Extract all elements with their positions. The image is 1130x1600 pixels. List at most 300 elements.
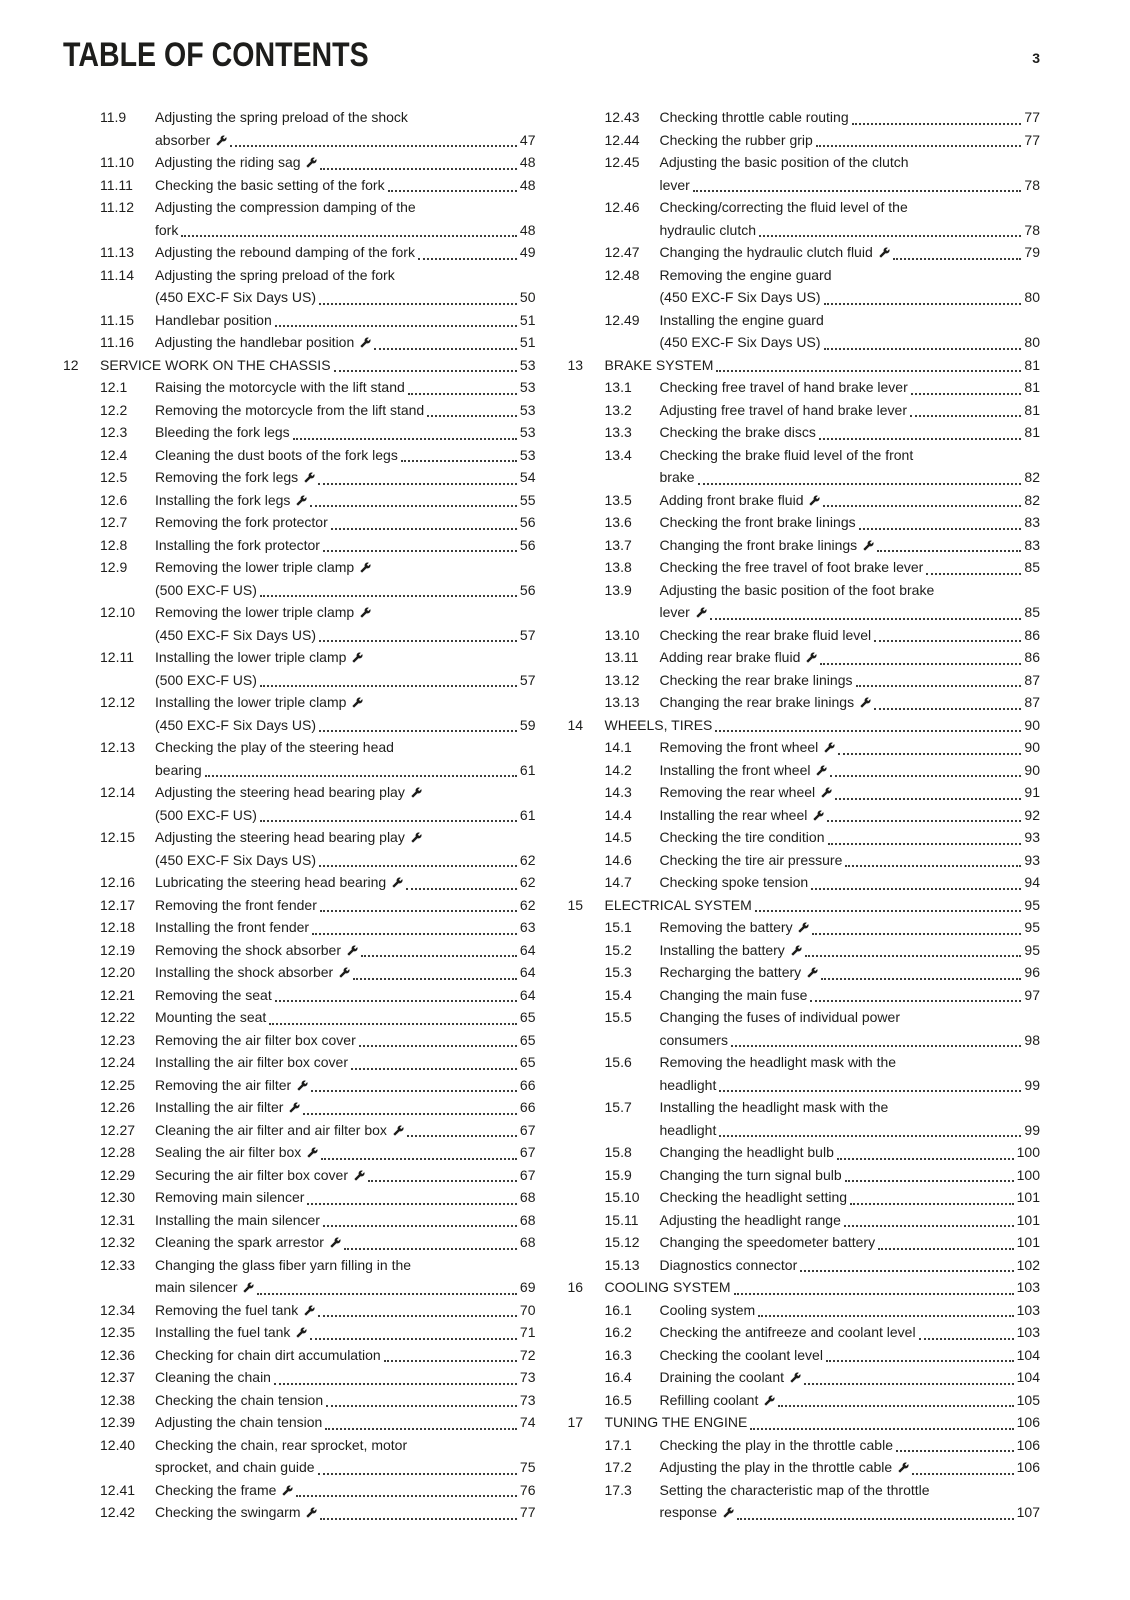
entry-number: 13.3: [604, 424, 632, 440]
wrench-icon: [296, 495, 307, 506]
entry-number: 15.1: [604, 919, 632, 935]
entry-page-number: 62: [519, 874, 536, 890]
dot-leader: [312, 933, 517, 935]
entry-page-number: 104: [1016, 1369, 1040, 1385]
dot-leader: [401, 460, 517, 462]
toc-chapter-row: [568, 714, 1041, 737]
entry-title: Recharging the battery: [660, 961, 819, 984]
dot-leader: [274, 1383, 517, 1385]
toc-entry-row: [63, 1231, 536, 1254]
entry-title: Checking the brake fluid level of the front: [659, 446, 914, 463]
toc-entry-row: [63, 1501, 536, 1524]
entry-content: [660, 444, 1041, 489]
entry-title: Lubricating the steering head bearing: [155, 871, 403, 894]
dot-leader: [820, 663, 1021, 665]
toc-chapter-row: [568, 894, 1041, 917]
entry-content: [660, 759, 1041, 782]
entry-page-number: 53: [519, 401, 536, 418]
dot-leader: [359, 1045, 517, 1047]
entry-title: Checking the swingarm: [155, 1501, 317, 1524]
entry-page-number: 81: [1024, 424, 1040, 440]
toc-entry-row: [568, 241, 1041, 264]
dot-leader: [408, 393, 517, 395]
dot-leader: [323, 1225, 517, 1227]
wrench-icon: [297, 1080, 308, 1091]
wrench-icon: [360, 337, 371, 348]
toc-entry-row: [63, 421, 536, 444]
entry-title: absorber: [155, 129, 227, 152]
toc-entry-row: [568, 669, 1041, 692]
entry-content: [660, 1051, 1041, 1096]
entry-number: 13.6: [604, 514, 632, 530]
entry-title: Setting the characteristic map of the throttle: [659, 1481, 930, 1498]
entry-content: [155, 1254, 536, 1299]
toc-entry-row: [568, 1299, 1041, 1322]
wrench-icon: [816, 765, 827, 776]
dot-leader: [320, 910, 517, 912]
wrench-icon: [411, 787, 422, 798]
entry-page-number: 101: [1016, 1211, 1040, 1228]
entry-content: [155, 984, 536, 1007]
entry-title: Installing the fork legs: [155, 489, 307, 512]
entry-content: [155, 939, 536, 962]
entry-page-number: 77: [1024, 131, 1040, 148]
entry-page-number: 99: [1024, 1121, 1040, 1138]
entry-number: 12.31: [100, 1211, 136, 1228]
dot-leader: [368, 1180, 517, 1182]
entry-title: Changing the speedometer battery: [659, 1234, 876, 1250]
dot-leader: [828, 843, 1022, 845]
entry-page-number: 47: [519, 131, 536, 148]
entry-number: 12.45: [604, 154, 640, 170]
entry-title: Changing the headlight bulb: [659, 1144, 834, 1160]
entry-number: 13.10: [604, 626, 640, 643]
entry-number: 12.34: [100, 1301, 136, 1318]
toc-entry-row: [63, 646, 536, 691]
entry-number: 12.2: [100, 401, 128, 418]
entry-title: Adjusting the basic position of the clutch: [659, 154, 909, 170]
entry-title: (500 EXC-F US): [155, 806, 257, 823]
entry-page-number: 56: [519, 581, 536, 598]
entry-content: [155, 1366, 536, 1389]
dot-leader: [830, 775, 1021, 777]
entry-content: [155, 309, 536, 332]
entry-title: Securing the air filter box cover: [155, 1164, 365, 1187]
entry-page-number: 79: [1024, 244, 1040, 260]
entry-page-number: 92: [1024, 806, 1040, 823]
entry-title: Removing the seat: [155, 986, 272, 1003]
entry-page-number: 93: [1024, 829, 1040, 845]
entry-title: Checking the front brake linings: [659, 514, 856, 530]
entry-content: [660, 646, 1041, 669]
wrench-icon: [352, 697, 363, 708]
entry-page-number: 85: [1024, 559, 1040, 575]
dot-leader: [693, 190, 1022, 192]
entry-title: Installing the air filter box cover: [155, 1054, 348, 1070]
entry-content: [155, 264, 536, 309]
entry-title: Removing the engine guard: [659, 266, 832, 283]
entry-content: [660, 1209, 1041, 1232]
entry-content: [660, 669, 1041, 692]
entry-page-number: 61: [519, 761, 536, 778]
entry-title: Installing the battery: [660, 939, 802, 962]
entry-number: 15.4: [604, 986, 632, 1003]
entry-title: Checking the free travel of foot brake lever: [659, 559, 924, 575]
entry-number: 15.7: [604, 1099, 632, 1115]
wrench-icon: [282, 1485, 293, 1496]
entry-page-number: 81: [1024, 401, 1040, 418]
entry-number: 12.32: [100, 1234, 136, 1250]
toc-entry-row: [568, 421, 1041, 444]
entry-content: [155, 1321, 536, 1344]
entry-number: 12.29: [100, 1166, 136, 1183]
entry-title: Checking the frame: [155, 1479, 293, 1502]
dot-leader: [816, 145, 1022, 147]
toc-entry-row: [568, 1366, 1041, 1389]
entry-number: 13: [567, 356, 584, 373]
entry-title: headlight: [659, 1076, 717, 1093]
toc-entry-row: [568, 309, 1041, 354]
wrench-icon: [393, 1125, 404, 1136]
dot-leader: [896, 1450, 1014, 1452]
toc-chapter-row: [568, 1411, 1041, 1434]
entry-page-number: 83: [1024, 514, 1040, 530]
dot-leader: [418, 258, 517, 260]
dot-leader: [698, 483, 1022, 485]
entry-page-number: 77: [519, 1504, 536, 1520]
entry-content: [660, 196, 1041, 241]
entry-page-number: 59: [519, 716, 536, 733]
entry-content: [155, 1186, 536, 1209]
dot-leader: [310, 505, 517, 507]
toc-entry-row: [63, 1299, 536, 1322]
entry-content: [155, 556, 536, 601]
toc-chapter-row: [568, 354, 1041, 377]
entry-number: 15.8: [604, 1144, 632, 1160]
entry-title: Removing the air filter box cover: [155, 1031, 356, 1048]
toc-column-right: [568, 106, 1041, 1524]
entry-number: 12.37: [100, 1369, 136, 1385]
entry-title: Adjusting the headlight range: [659, 1211, 841, 1228]
entry-title: Cleaning the spark arrestor: [155, 1231, 341, 1254]
dot-leader: [912, 1473, 1014, 1475]
entry-title: Installing the lower triple clamp: [155, 649, 363, 665]
toc-entry-row: [63, 444, 536, 467]
entry-number: 12.21: [100, 986, 136, 1003]
toc-entry-row: [568, 1254, 1041, 1277]
entry-content: [155, 376, 536, 399]
entry-number: 13.8: [604, 559, 632, 575]
entry-title: lever: [659, 176, 690, 193]
entry-number: 15.10: [604, 1189, 640, 1205]
wrench-icon: [216, 135, 227, 146]
entry-page-number: 106: [1016, 1436, 1040, 1453]
entry-page-number: 54: [519, 469, 536, 485]
entry-number: 12.3: [100, 424, 128, 440]
wrench-icon: [243, 1282, 254, 1293]
dot-leader: [361, 955, 517, 957]
wrench-icon: [347, 945, 358, 956]
toc-entry-row: [63, 1479, 536, 1502]
toc-entry-row: [568, 444, 1041, 489]
entry-page-number: 103: [1016, 1279, 1040, 1295]
entry-page-number: 53: [519, 379, 536, 395]
entry-title: Cleaning the dust boots of the fork legs: [155, 446, 398, 463]
entry-content: [660, 1186, 1041, 1209]
wrench-icon: [863, 540, 874, 551]
entry-content: [660, 1231, 1041, 1254]
entry-title: Checking the rear brake fluid level: [659, 626, 872, 643]
entry-page-number: 98: [1024, 1031, 1040, 1048]
toc-entry-row: [63, 1366, 536, 1389]
entry-content: [155, 1029, 536, 1052]
wrench-icon: [392, 877, 403, 888]
toc-entry-row: [63, 1164, 536, 1187]
entry-number: 13.13: [604, 694, 640, 710]
entry-number: 12.18: [100, 919, 136, 935]
entry-title: Removing the front fender: [155, 896, 317, 913]
dot-leader: [344, 1248, 517, 1250]
entry-number: 14.4: [604, 806, 632, 823]
toc-entry-row: [568, 376, 1041, 399]
folio-page-number: 3: [1032, 50, 1040, 66]
entry-page-number: 101: [1016, 1189, 1040, 1205]
toc-entry-row: [63, 489, 536, 512]
entry-title: Adjusting the play in the throttle cable: [660, 1456, 910, 1479]
dot-leader: [406, 888, 517, 890]
entry-number: 15.12: [604, 1234, 640, 1250]
entry-number: 12.13: [100, 739, 136, 755]
wrench-icon: [304, 1305, 315, 1316]
dot-leader: [205, 775, 517, 777]
entry-number: 12.10: [100, 604, 136, 620]
toc-entry-row: [568, 736, 1041, 759]
toc-entry-row: [63, 781, 536, 826]
entry-number: 12.20: [100, 964, 136, 980]
entry-title: Installing the fork protector: [155, 536, 320, 553]
entry-title: TUNING THE ENGINE: [604, 1414, 748, 1430]
entry-page-number: 48: [519, 176, 536, 193]
entry-number: 12.46: [604, 199, 640, 215]
entry-content: [155, 421, 536, 444]
entry-content: [660, 579, 1041, 624]
entry-title: Removing the fork legs: [155, 466, 315, 489]
entry-content: [660, 1479, 1041, 1524]
entry-number: 16.5: [604, 1391, 632, 1408]
dot-leader: [821, 978, 1021, 980]
dot-leader: [296, 1495, 517, 1497]
entry-number: 12.40: [100, 1436, 136, 1453]
entry-page-number: 91: [1024, 784, 1040, 800]
entry-title: Adjusting the spring preload of the shock: [155, 109, 408, 125]
entry-number: 12.47: [604, 244, 640, 260]
entry-page-number: 65: [519, 1031, 536, 1048]
entry-page-number: 78: [1024, 176, 1040, 193]
entry-title: ELECTRICAL SYSTEM: [604, 896, 752, 913]
dot-leader: [874, 640, 1021, 642]
entry-content: [660, 106, 1041, 129]
entry-title: Checking the chain, rear sprocket, motor: [155, 1436, 408, 1453]
entry-number: 11.12: [100, 199, 134, 215]
page-title: TABLE OF CONTENTS: [63, 36, 369, 74]
entry-number: 12.24: [100, 1054, 136, 1070]
dot-leader: [878, 1248, 1014, 1250]
toc-entry-row: [568, 1434, 1041, 1457]
entry-title: Changing the hydraulic clutch fluid: [660, 241, 890, 264]
wrench-icon: [306, 1507, 317, 1518]
entry-content: [155, 1411, 536, 1434]
entry-title: Removing the headlight mask with the: [659, 1054, 897, 1070]
dot-leader: [303, 1113, 517, 1115]
entry-title: Checking the rear brake linings: [659, 671, 853, 688]
entry-number: 12.1: [100, 379, 128, 395]
entry-title: Changing the turn signal bulb: [659, 1166, 842, 1183]
entry-number: 15.2: [604, 941, 632, 958]
dot-leader: [919, 1338, 1014, 1340]
entry-title: Removing the fork protector: [155, 514, 328, 530]
entry-title: Checking the antifreeze and coolant level: [659, 1324, 916, 1340]
entry-page-number: 53: [519, 356, 536, 373]
entry-number: 12.48: [604, 266, 640, 283]
wrench-icon: [411, 832, 422, 843]
dot-leader: [800, 1270, 1013, 1272]
wrench-icon: [809, 495, 820, 506]
dot-leader: [275, 325, 517, 327]
toc-entry-row: [568, 1141, 1041, 1164]
entry-number: 12.17: [100, 896, 136, 913]
entry-title: Adjusting free travel of hand brake lever: [659, 401, 907, 418]
entry-title: Checking the rubber grip: [659, 131, 813, 148]
entry-number: 12.36: [100, 1346, 136, 1363]
entry-content: [660, 241, 1041, 264]
entry-content: [155, 241, 536, 264]
dot-leader: [319, 640, 517, 642]
entry-number: 16.4: [604, 1369, 632, 1385]
toc-entry-row: [568, 1389, 1041, 1412]
entry-page-number: 85: [1024, 604, 1040, 620]
dot-leader: [731, 1045, 1021, 1047]
entry-page-number: 66: [519, 1099, 536, 1115]
entry-content: [155, 894, 536, 917]
toc-entry-row: [568, 196, 1041, 241]
entry-title: Cleaning the chain: [155, 1369, 271, 1385]
entry-number: 11.10: [100, 154, 134, 170]
entry-page-number: 62: [519, 851, 536, 868]
entry-title: Checking the coolant level: [659, 1346, 823, 1363]
toc-entry-row: [568, 871, 1041, 894]
dot-leader: [859, 528, 1022, 530]
entry-title: (450 EXC-F Six Days US): [155, 626, 317, 643]
entry-number: 12.33: [100, 1256, 136, 1273]
wrench-icon: [807, 967, 818, 978]
dot-leader: [319, 865, 517, 867]
toc-entry-row: [63, 871, 536, 894]
entry-title: Removing main silencer: [155, 1189, 305, 1205]
entry-content: [605, 1276, 1041, 1299]
entry-content: [660, 826, 1041, 849]
wrench-icon: [306, 157, 317, 168]
entry-number: 11.14: [100, 266, 134, 283]
dot-leader: [318, 483, 517, 485]
entry-title: Checking the tire condition: [659, 829, 825, 845]
toc-entry-row: [568, 1479, 1041, 1524]
entry-title: Removing the lower triple clamp: [155, 604, 371, 620]
entry-title: Adjusting the steering head bearing play: [155, 829, 422, 845]
entry-number: 16.1: [604, 1301, 632, 1318]
entry-number: 12.44: [604, 131, 640, 148]
entry-page-number: 68: [519, 1234, 536, 1250]
dot-leader: [320, 168, 516, 170]
entry-page-number: 86: [1024, 649, 1040, 665]
entry-page-number: 81: [1024, 356, 1040, 373]
wrench-icon: [764, 1395, 775, 1406]
entry-page-number: 87: [1024, 671, 1040, 688]
page-header: [63, 38, 1040, 72]
wrench-icon: [821, 787, 832, 798]
entry-number: 14.3: [604, 784, 632, 800]
entry-title: Adjusting the riding sag: [155, 151, 317, 174]
toc-entry-row: [63, 1074, 536, 1097]
toc-entry-row: [568, 1051, 1041, 1096]
toc-entry-row: [63, 984, 536, 1007]
entry-content: [155, 331, 536, 354]
entry-title: Draining the coolant: [660, 1366, 801, 1389]
entry-page-number: 48: [519, 221, 536, 238]
toc-entry-row: [63, 511, 536, 534]
entry-number: 17: [567, 1414, 584, 1430]
entry-number: 12.41: [100, 1481, 136, 1498]
toc-entry-row: [568, 624, 1041, 647]
entry-number: 12.4: [100, 446, 128, 463]
entry-content: [660, 804, 1041, 827]
toc-entry-row: [63, 736, 536, 781]
toc-entry-row: [568, 984, 1041, 1007]
entry-title: Adjusting the basic position of the foot brake: [659, 581, 935, 598]
entry-title: Checking spoke tension: [659, 874, 809, 890]
dot-leader: [310, 1338, 517, 1340]
toc-entry-row: [63, 1029, 536, 1052]
toc-entry-row: [63, 1051, 536, 1074]
entry-title: Installing the engine guard: [659, 311, 824, 328]
toc-entry-row: [568, 1321, 1041, 1344]
entry-title: (500 EXC-F US): [155, 581, 257, 598]
entry-content: [155, 534, 536, 557]
entry-page-number: 73: [519, 1369, 536, 1385]
entry-title: Adjusting the steering head bearing play: [155, 784, 422, 800]
entry-page-number: 99: [1024, 1076, 1040, 1093]
toc-entry-row: [568, 556, 1041, 579]
entry-content: [155, 1231, 536, 1254]
entry-content: [660, 1366, 1041, 1389]
wrench-icon: [304, 472, 315, 483]
entry-page-number: 69: [519, 1279, 536, 1295]
toc-entry-row: [63, 1389, 536, 1412]
entry-content: [605, 714, 1041, 737]
dot-leader: [852, 123, 1022, 125]
entry-title: Refilling coolant: [660, 1389, 776, 1412]
toc-entry-row: [568, 646, 1041, 669]
entry-title: Mounting the seat: [155, 1009, 267, 1025]
dot-leader: [824, 303, 1022, 305]
dot-leader: [837, 1158, 1014, 1160]
entry-content: [660, 1164, 1041, 1187]
entry-title: Installing the shock absorber: [155, 961, 350, 984]
entry-number: 11.16: [100, 334, 134, 350]
toc-entry-row: [568, 849, 1041, 872]
entry-page-number: 51: [519, 334, 536, 350]
entry-page-number: 64: [519, 941, 536, 958]
toc-entry-row: [63, 1321, 536, 1344]
